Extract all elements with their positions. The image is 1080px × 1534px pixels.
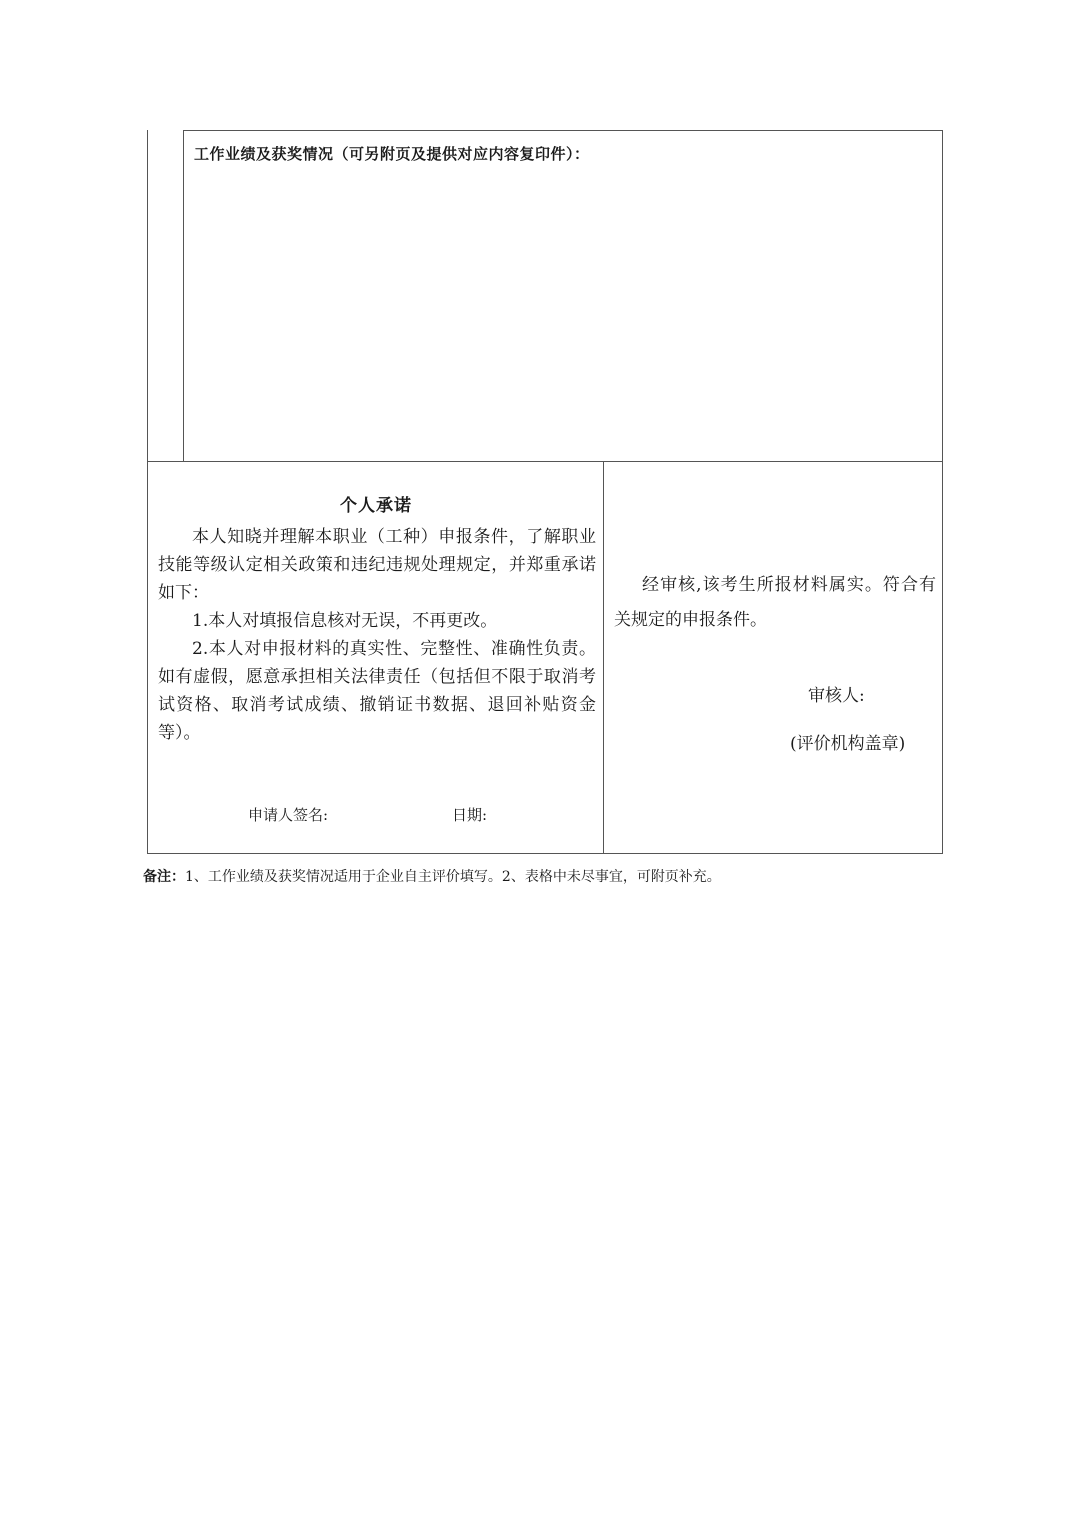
footnote-text: 1、工作业绩及获奖情况适用于企业自主评价填写。2、表格中未尽事宜，可附页补充。 <box>185 869 721 885</box>
commitment-paragraph: 1.本人对填报信息核对无误，不再更改。 <box>192 611 498 631</box>
middle-divider <box>603 461 604 854</box>
commitment-paragraph: 本人知晓并理解本职业（工种）申报条件，了解职业技能等级认定相关政策和违纪违规处理规定，并郑重承诺如下： <box>158 527 596 603</box>
outer-right-border <box>942 130 943 854</box>
date-label: 日期: <box>452 806 488 824</box>
inner-left-border <box>183 130 184 462</box>
commitment-paragraph: 2.本人对申报材料的真实性、完整性、准确性负责。如有虚假，愿意承担相关法律责任（包括但不限于取消考试资格、取消考试成绩、撤销证书数据、退回补贴资金等）。 <box>158 639 596 743</box>
commitment-body <box>158 523 596 747</box>
bottom-border <box>147 853 943 854</box>
signature-label: 申请人签名: <box>248 806 329 824</box>
review-text: 经审核,该考生所报材料属实。符合有关规定的申报条件。 <box>614 575 936 630</box>
footnote <box>143 866 721 886</box>
commitment-title: 个人承诺 <box>340 496 412 516</box>
row-divider <box>147 461 943 462</box>
top-border <box>183 130 943 131</box>
achievements-label: 工作业绩及获奖情况（可另附页及提供对应内容复印件）： <box>194 145 590 163</box>
footnote-label: 备注： <box>143 869 185 885</box>
reviewer-label: 审核人: <box>808 686 865 706</box>
seal-label: (评价机构盖章) <box>790 734 906 754</box>
